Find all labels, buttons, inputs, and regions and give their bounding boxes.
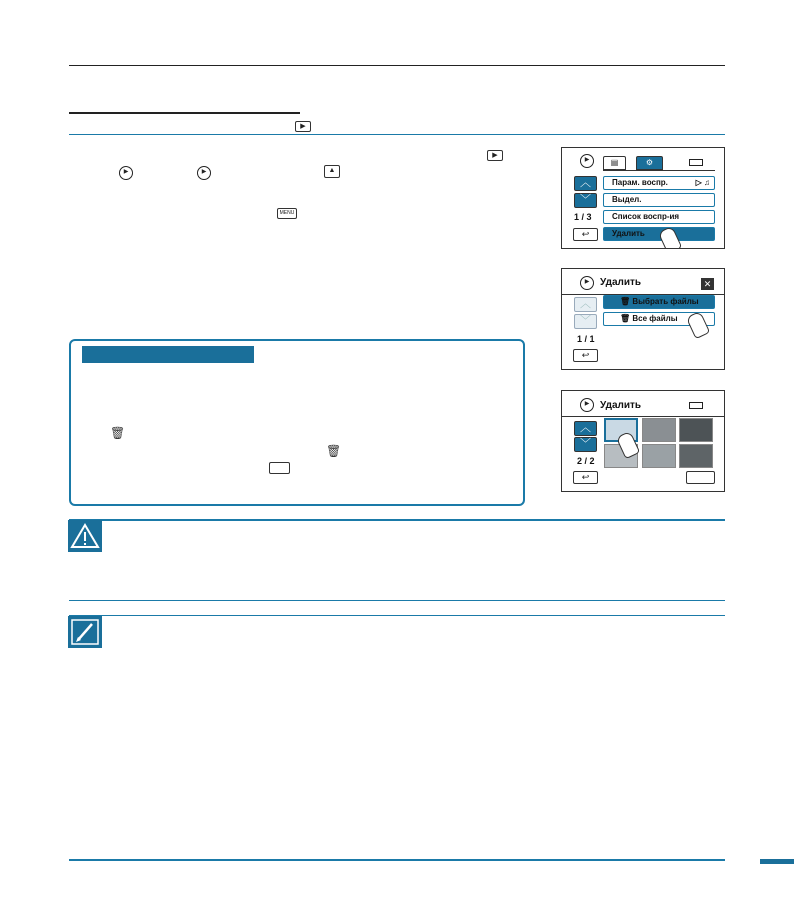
thumbnail[interactable] xyxy=(679,418,713,442)
ok-button-icon xyxy=(269,462,290,474)
screen-playback-menu xyxy=(561,147,725,249)
tab-list[interactable]: ▤ xyxy=(603,156,626,170)
note-rule xyxy=(69,615,725,616)
playback-mode-icon: ▶ xyxy=(487,150,503,161)
screen-delete-menu xyxy=(561,268,725,370)
thumbnail-view-icon: ▲ xyxy=(324,165,340,178)
playback-icon: ▶ xyxy=(580,154,594,168)
caution-rule xyxy=(69,519,725,521)
trash-icon: 🗑 xyxy=(326,444,342,458)
page-indicator: 1 / 1 xyxy=(577,334,595,344)
back-button[interactable]: ↩ xyxy=(573,349,598,362)
playback-mode-icon: ▶ xyxy=(295,121,311,132)
scroll-down-button[interactable]: ﹀ xyxy=(574,314,597,329)
menu-item-select[interactable]: Выдел. xyxy=(603,193,715,207)
page-edge-tab xyxy=(760,859,794,864)
section-rule xyxy=(69,134,725,135)
close-button[interactable]: ✕ xyxy=(701,278,714,290)
trash-icon: 🗑 xyxy=(110,426,126,440)
scroll-up-button[interactable]: ︿ xyxy=(574,421,597,436)
menu-item-label: Выбрать файлы xyxy=(632,297,699,306)
playback-icon: ▶ xyxy=(580,276,594,290)
menu-item-playlist[interactable]: Список воспр-ия xyxy=(603,210,715,224)
caution-end-rule xyxy=(69,600,725,601)
back-button[interactable]: ↩ xyxy=(573,228,598,241)
scroll-down-button[interactable]: ﹀ xyxy=(574,193,597,208)
page-indicator: 1 / 3 xyxy=(574,212,592,222)
note-title-bar xyxy=(82,346,254,363)
note-box xyxy=(69,339,525,506)
thumbnail[interactable] xyxy=(642,444,676,468)
screen-title: Удалить xyxy=(600,400,642,411)
trash-icon: 🗑 xyxy=(620,314,633,323)
screen-delete-thumbnails xyxy=(561,390,725,492)
page-indicator: 2 / 2 xyxy=(577,456,595,466)
video-playback-icon: ▶ xyxy=(119,166,133,180)
menu-item-label: Все файлы xyxy=(632,314,678,323)
section-title-underline xyxy=(69,112,300,114)
note-pencil-icon xyxy=(68,616,102,648)
playback-icon: ▶ xyxy=(580,398,594,412)
tab-rule xyxy=(603,170,715,171)
battery-icon xyxy=(689,402,703,409)
tab-settings[interactable]: ⚙ xyxy=(636,156,663,170)
warning-triangle-icon xyxy=(68,520,102,552)
menu-item-label: Парам. воспр. xyxy=(612,178,668,187)
header-rule xyxy=(69,65,725,66)
back-button[interactable]: ↩ xyxy=(573,471,598,484)
photo-playback-icon: ▶ xyxy=(197,166,211,180)
battery-icon xyxy=(689,159,703,166)
thumbnail[interactable] xyxy=(642,418,676,442)
thumbnail[interactable] xyxy=(679,444,713,468)
menu-item-value: ▷ ♫ xyxy=(695,178,710,187)
screen-title: Удалить xyxy=(600,277,642,288)
title-rule xyxy=(562,416,725,417)
ok-button[interactable] xyxy=(686,471,715,484)
caution-icon xyxy=(68,520,102,552)
menu-button-icon: MENU xyxy=(277,208,297,219)
pencil-icon xyxy=(68,616,102,648)
footer-rule xyxy=(69,859,725,861)
trash-icon: 🗑 xyxy=(620,297,633,306)
menu-item-playback-options[interactable] xyxy=(603,176,715,190)
scroll-down-button[interactable]: ﹀ xyxy=(574,437,597,452)
menu-item-delete[interactable]: Удалить xyxy=(603,227,715,241)
menu-item-select-files[interactable] xyxy=(603,295,715,309)
scroll-up-button[interactable]: ︿ xyxy=(574,297,597,312)
scroll-up-button[interactable]: ︿ xyxy=(574,176,597,191)
